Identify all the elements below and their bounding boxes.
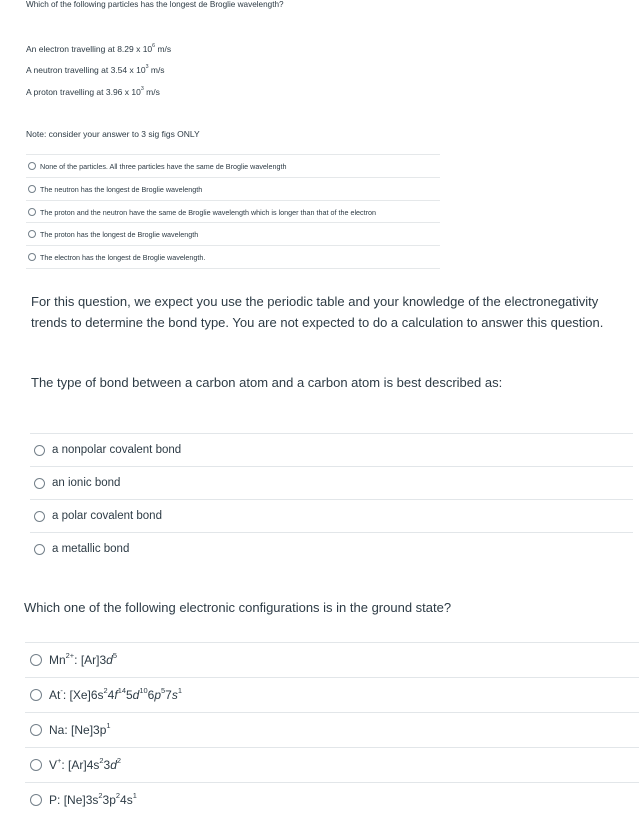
q3-option-label: V+: $[Ar]4s^23d^2$ <box>49 755 122 772</box>
q3-option-label: $Mn^{2+}$: $[Ar]3d^5$ <box>49 650 117 667</box>
radio-button[interactable] <box>28 185 36 193</box>
radio-button[interactable] <box>34 445 45 456</box>
q3-option-label: Na: $[Ne]3p^1$ <box>49 720 111 737</box>
q1-note: Note: consider your answer to 3 sig figs ONLY <box>26 129 200 139</box>
radio-button[interactable] <box>34 478 45 489</box>
q3-question: Which one of the following electronic configurations is in the ground state? <box>24 600 452 615</box>
q2-option[interactable]: a nonpolar covalent bond <box>30 433 633 466</box>
radio-button[interactable] <box>28 208 36 216</box>
q2-option[interactable]: an ionic bond <box>30 466 633 499</box>
q1-option[interactable]: The electron has the longest de Broglie wavelength. <box>26 245 440 269</box>
q3-option[interactable] <box>25 747 639 782</box>
q1-option[interactable]: The neutron has the longest de Broglie wavelength <box>26 177 440 200</box>
radio-button[interactable] <box>28 162 36 170</box>
q2-intro: For this question, we expect you use the periodic table and your knowledge of the electronegativity trends to determine the bond type. You are not expected to do a calculation to answer this question. <box>31 294 604 330</box>
q3-option[interactable] <box>25 642 639 677</box>
radio-button[interactable] <box>30 794 42 806</box>
q1-question: Which of the following particles has the longest de Broglie wavelength? <box>26 0 284 9</box>
q1-particle-proton: A proton travelling at 3.96 x $10^3$ m/s <box>26 86 160 97</box>
q3-option-label: P: $[Ne]3s^23p^24s^1$ <box>49 790 137 807</box>
q2-option[interactable]: a polar covalent bond <box>30 499 633 532</box>
radio-button[interactable] <box>28 230 36 238</box>
radio-button[interactable] <box>30 654 42 666</box>
radio-button[interactable] <box>30 689 42 701</box>
q2-option[interactable]: a metallic bond <box>30 532 633 565</box>
radio-button[interactable] <box>34 511 45 522</box>
q1-option[interactable]: The proton and the neutron have the same de Broglie wavelength which is longer than that of the electron <box>26 200 440 223</box>
radio-button[interactable] <box>34 544 45 555</box>
q3-option[interactable] <box>25 677 639 712</box>
q3-option-label: At-: $[Xe]6s^24f^{14}5d^{10}6p^57s^1$ <box>49 685 182 702</box>
radio-button[interactable] <box>30 759 42 771</box>
q1-particle-electron: An electron travelling at 8.29 x $10^6$ m/s <box>26 43 172 54</box>
q3-option[interactable] <box>25 712 639 747</box>
q3-option[interactable] <box>25 782 639 817</box>
radio-button[interactable] <box>30 724 42 736</box>
radio-button[interactable] <box>28 253 36 261</box>
q2-question: The type of bond between a carbon atom and a carbon atom is best described as: <box>31 375 503 390</box>
q1-option[interactable]: None of the particles. All three particles have the same de Broglie wavelength <box>26 154 440 177</box>
q1-option[interactable]: The proton has the longest de Broglie wavelength <box>26 222 440 245</box>
q1-particle-neutron: A neutron travelling at 3.54 x $10^3$ m/s <box>26 64 165 75</box>
